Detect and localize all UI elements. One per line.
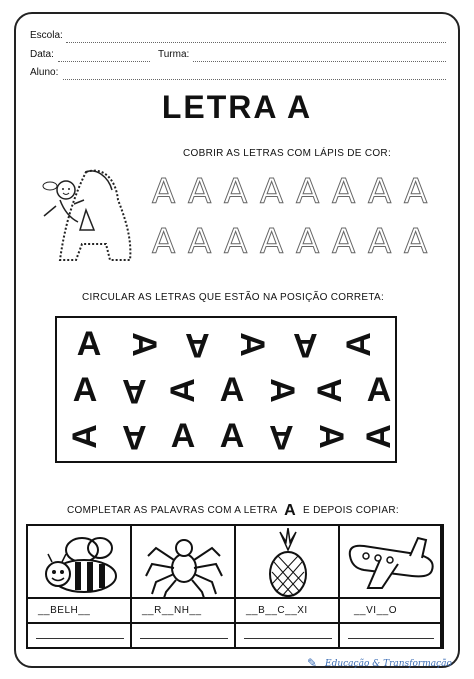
trace-letter[interactable]: A: [296, 172, 320, 212]
letter-a-option[interactable]: A: [339, 331, 378, 357]
table-divider-1: [28, 597, 442, 599]
footer-brand: Educação & Transformação: [325, 659, 452, 669]
escola-line: [66, 42, 446, 43]
turma-line: [193, 61, 446, 62]
letter-a-option[interactable]: A: [219, 416, 245, 455]
word-1: __BELH__: [38, 605, 91, 616]
letter-a-option[interactable]: A: [219, 370, 245, 409]
instruction-circle: CIRCULAR AS LETRAS QUE ESTÃO NA POSIÇÃO CORRETA:: [82, 292, 385, 303]
instruction-complete-after: E DEPOIS COPIAR:: [303, 505, 399, 516]
letter-a-option[interactable]: A: [121, 371, 147, 410]
letter-a-option[interactable]: A: [310, 377, 349, 403]
table-divider-2: [28, 622, 442, 624]
word-4: __VI__O: [354, 605, 397, 616]
letter-a-option[interactable]: A: [163, 377, 202, 403]
trace-letter[interactable]: A: [152, 222, 176, 262]
words-table: [26, 524, 444, 649]
letter-a-option[interactable]: A: [359, 423, 398, 449]
trace-letter[interactable]: A: [368, 222, 392, 262]
page-title: LETRA A: [161, 89, 313, 125]
letter-a-option[interactable]: A: [366, 370, 392, 409]
letter-a-option[interactable]: A: [76, 324, 102, 363]
trace-letter[interactable]: A: [332, 222, 356, 262]
trace-letter[interactable]: A: [332, 172, 356, 212]
letter-a-grid: [55, 316, 397, 463]
letter-a-option[interactable]: A: [170, 416, 196, 455]
word-cell-1: [28, 526, 132, 647]
trace-letter[interactable]: A: [188, 222, 212, 262]
trace-letter[interactable]: A: [224, 222, 248, 262]
cupid-letter-a-icon: [34, 160, 146, 266]
instruction-complete-before: COMPLETAR AS PALAVRAS COM A LETRA: [67, 505, 277, 516]
letter-a-option[interactable]: A: [124, 331, 163, 357]
copy-line-2[interactable]: [140, 638, 228, 639]
pineapple-icon: [256, 528, 320, 598]
escola-label: Escola:: [30, 30, 63, 41]
instruction-letter: A: [284, 502, 296, 519]
word-cell-4: [340, 526, 442, 647]
pen-icon: ✎: [307, 656, 318, 670]
letter-a-option[interactable]: A: [268, 417, 294, 456]
letter-a-option[interactable]: A: [292, 325, 318, 364]
copy-line-1[interactable]: [36, 638, 124, 639]
trace-letter[interactable]: A: [404, 172, 428, 212]
trace-letter[interactable]: A: [368, 172, 392, 212]
trace-letter[interactable]: A: [404, 222, 428, 262]
letter-a-option[interactable]: A: [121, 417, 147, 456]
letter-a-option[interactable]: A: [262, 377, 301, 403]
spider-icon: [142, 530, 226, 598]
bee-icon: [38, 532, 122, 596]
trace-letter[interactable]: A: [188, 172, 212, 212]
airplane-icon: [346, 532, 438, 594]
trace-letter[interactable]: A: [260, 222, 284, 262]
trace-letter[interactable]: A: [224, 172, 248, 212]
letter-a-option[interactable]: A: [65, 423, 104, 449]
letter-a-option[interactable]: A: [72, 370, 98, 409]
letter-a-option[interactable]: A: [184, 325, 210, 364]
instruction-complete: [67, 500, 399, 518]
aluno-line: [63, 79, 446, 80]
copy-line-4[interactable]: [348, 638, 434, 639]
word-3: __B__C__XI: [246, 605, 308, 616]
trace-letter[interactable]: A: [152, 172, 176, 212]
word-2: __R__NH__: [142, 605, 202, 616]
word-cell-3: [236, 526, 340, 647]
data-label: Data:: [30, 49, 54, 60]
instruction-trace: COBRIR AS LETRAS COM LÁPIS DE COR:: [183, 148, 392, 159]
word-cell-2: [132, 526, 236, 647]
trace-letter[interactable]: A: [296, 222, 320, 262]
letter-a-option[interactable]: A: [232, 331, 271, 357]
letter-a-option[interactable]: A: [311, 423, 350, 449]
turma-label: Turma:: [158, 49, 190, 60]
data-line: [58, 61, 150, 62]
copy-line-3[interactable]: [244, 638, 332, 639]
trace-letter[interactable]: A: [260, 172, 284, 212]
aluno-label: Aluno:: [30, 67, 59, 78]
